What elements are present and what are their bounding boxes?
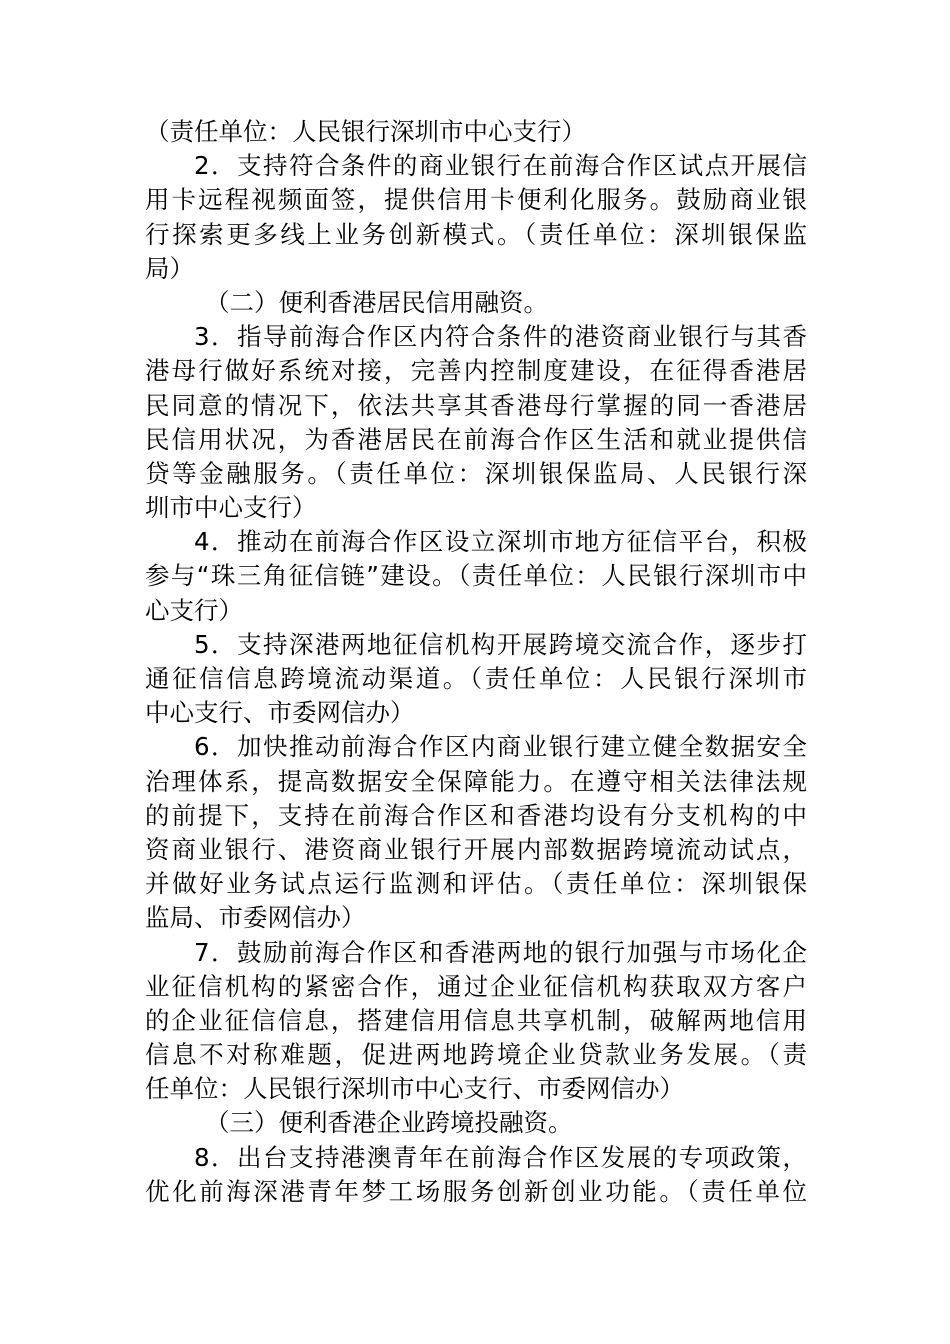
text-line: （责任单位：人民银行深圳市中心支行） bbox=[145, 117, 586, 146]
text-line: 信息不对称难题，促进两地跨境企业贷款业务发展。（责 bbox=[145, 1040, 807, 1070]
text-line: 4．推动在前海合作区设立深圳市地方征信平台，积极 bbox=[194, 527, 807, 557]
text-line: 治理体系，提高数据安全保障能力。在遵守相关法律法规 bbox=[145, 766, 807, 796]
text-line: 圳市中心支行） bbox=[145, 493, 317, 523]
text-line: 中心支行、市委网信办） bbox=[145, 698, 415, 728]
text-line: 7．鼓励前海合作区和香港两地的银行加强与市场化企 bbox=[194, 937, 807, 967]
text-line: 行探索更多线上业务创新模式。（责任单位：深圳银保监 bbox=[145, 219, 807, 249]
text-line: 港母行做好系统对接，完善内控制度建设，在征得香港居 bbox=[145, 356, 807, 386]
section-heading: （三）便利香港企业跨境投融资。 bbox=[205, 1108, 573, 1138]
text-line: 的企业征信信息，搭建信用信息共享机制，破解两地信用 bbox=[145, 1005, 807, 1035]
text-line: 资商业银行、港资商业银行开展内部数据跨境流动试点， bbox=[145, 834, 807, 864]
text-line: 监局、市委网信办） bbox=[145, 903, 366, 933]
text-line: 5．支持深港两地征信机构开展跨境交流合作，逐步打 bbox=[194, 629, 807, 659]
text-line: 3．指导前海合作区内符合条件的港资商业银行与其香 bbox=[194, 322, 807, 352]
text-line: 民信用状况，为香港居民在前海合作区生活和就业提供信 bbox=[145, 424, 807, 454]
text-line: 民同意的情况下，依法共享其香港母行掌握的同一香港居 bbox=[145, 390, 807, 420]
text-line: 8．出台支持港澳青年在前海合作区发展的专项政策， bbox=[194, 1142, 807, 1172]
text-line: 任单位：人民银行深圳市中心支行、市委网信办） bbox=[145, 1074, 684, 1104]
document-page bbox=[145, 115, 807, 1209]
text-line: 并做好业务试点运行监测和评估。（责任单位：深圳银保 bbox=[145, 869, 807, 899]
text-line: 2．支持符合条件的商业银行在前海合作区试点开展信 bbox=[194, 151, 807, 181]
text-line: 优化前海深港青年梦工场服务创新创业功能。（责任单位 bbox=[145, 1176, 807, 1206]
text-line: 用卡远程视频面签，提供信用卡便利化服务。鼓励商业银 bbox=[145, 185, 807, 215]
text-line: 通征信信息跨境流动渠道。（责任单位：人民银行深圳市 bbox=[145, 664, 807, 693]
text-line: 心支行） bbox=[145, 595, 243, 625]
text-line: 6．加快推动前海合作区内商业银行建立健全数据安全 bbox=[194, 732, 807, 762]
text-line: 贷等金融服务。（责任单位：深圳银保监局、人民银行深 bbox=[145, 458, 807, 488]
section-heading: （二）便利香港居民信用融资。 bbox=[205, 287, 548, 317]
text-line: 参与“珠三角征信链”建设。（责任单位：人民银行深圳市中 bbox=[145, 561, 807, 591]
text-line: 业征信机构的紧密合作，通过企业征信机构获取双方客户 bbox=[145, 971, 807, 1001]
text-line: 的前提下，支持在前海合作区和香港均设有分支机构的中 bbox=[145, 800, 807, 830]
text-line: 局） bbox=[145, 253, 194, 283]
